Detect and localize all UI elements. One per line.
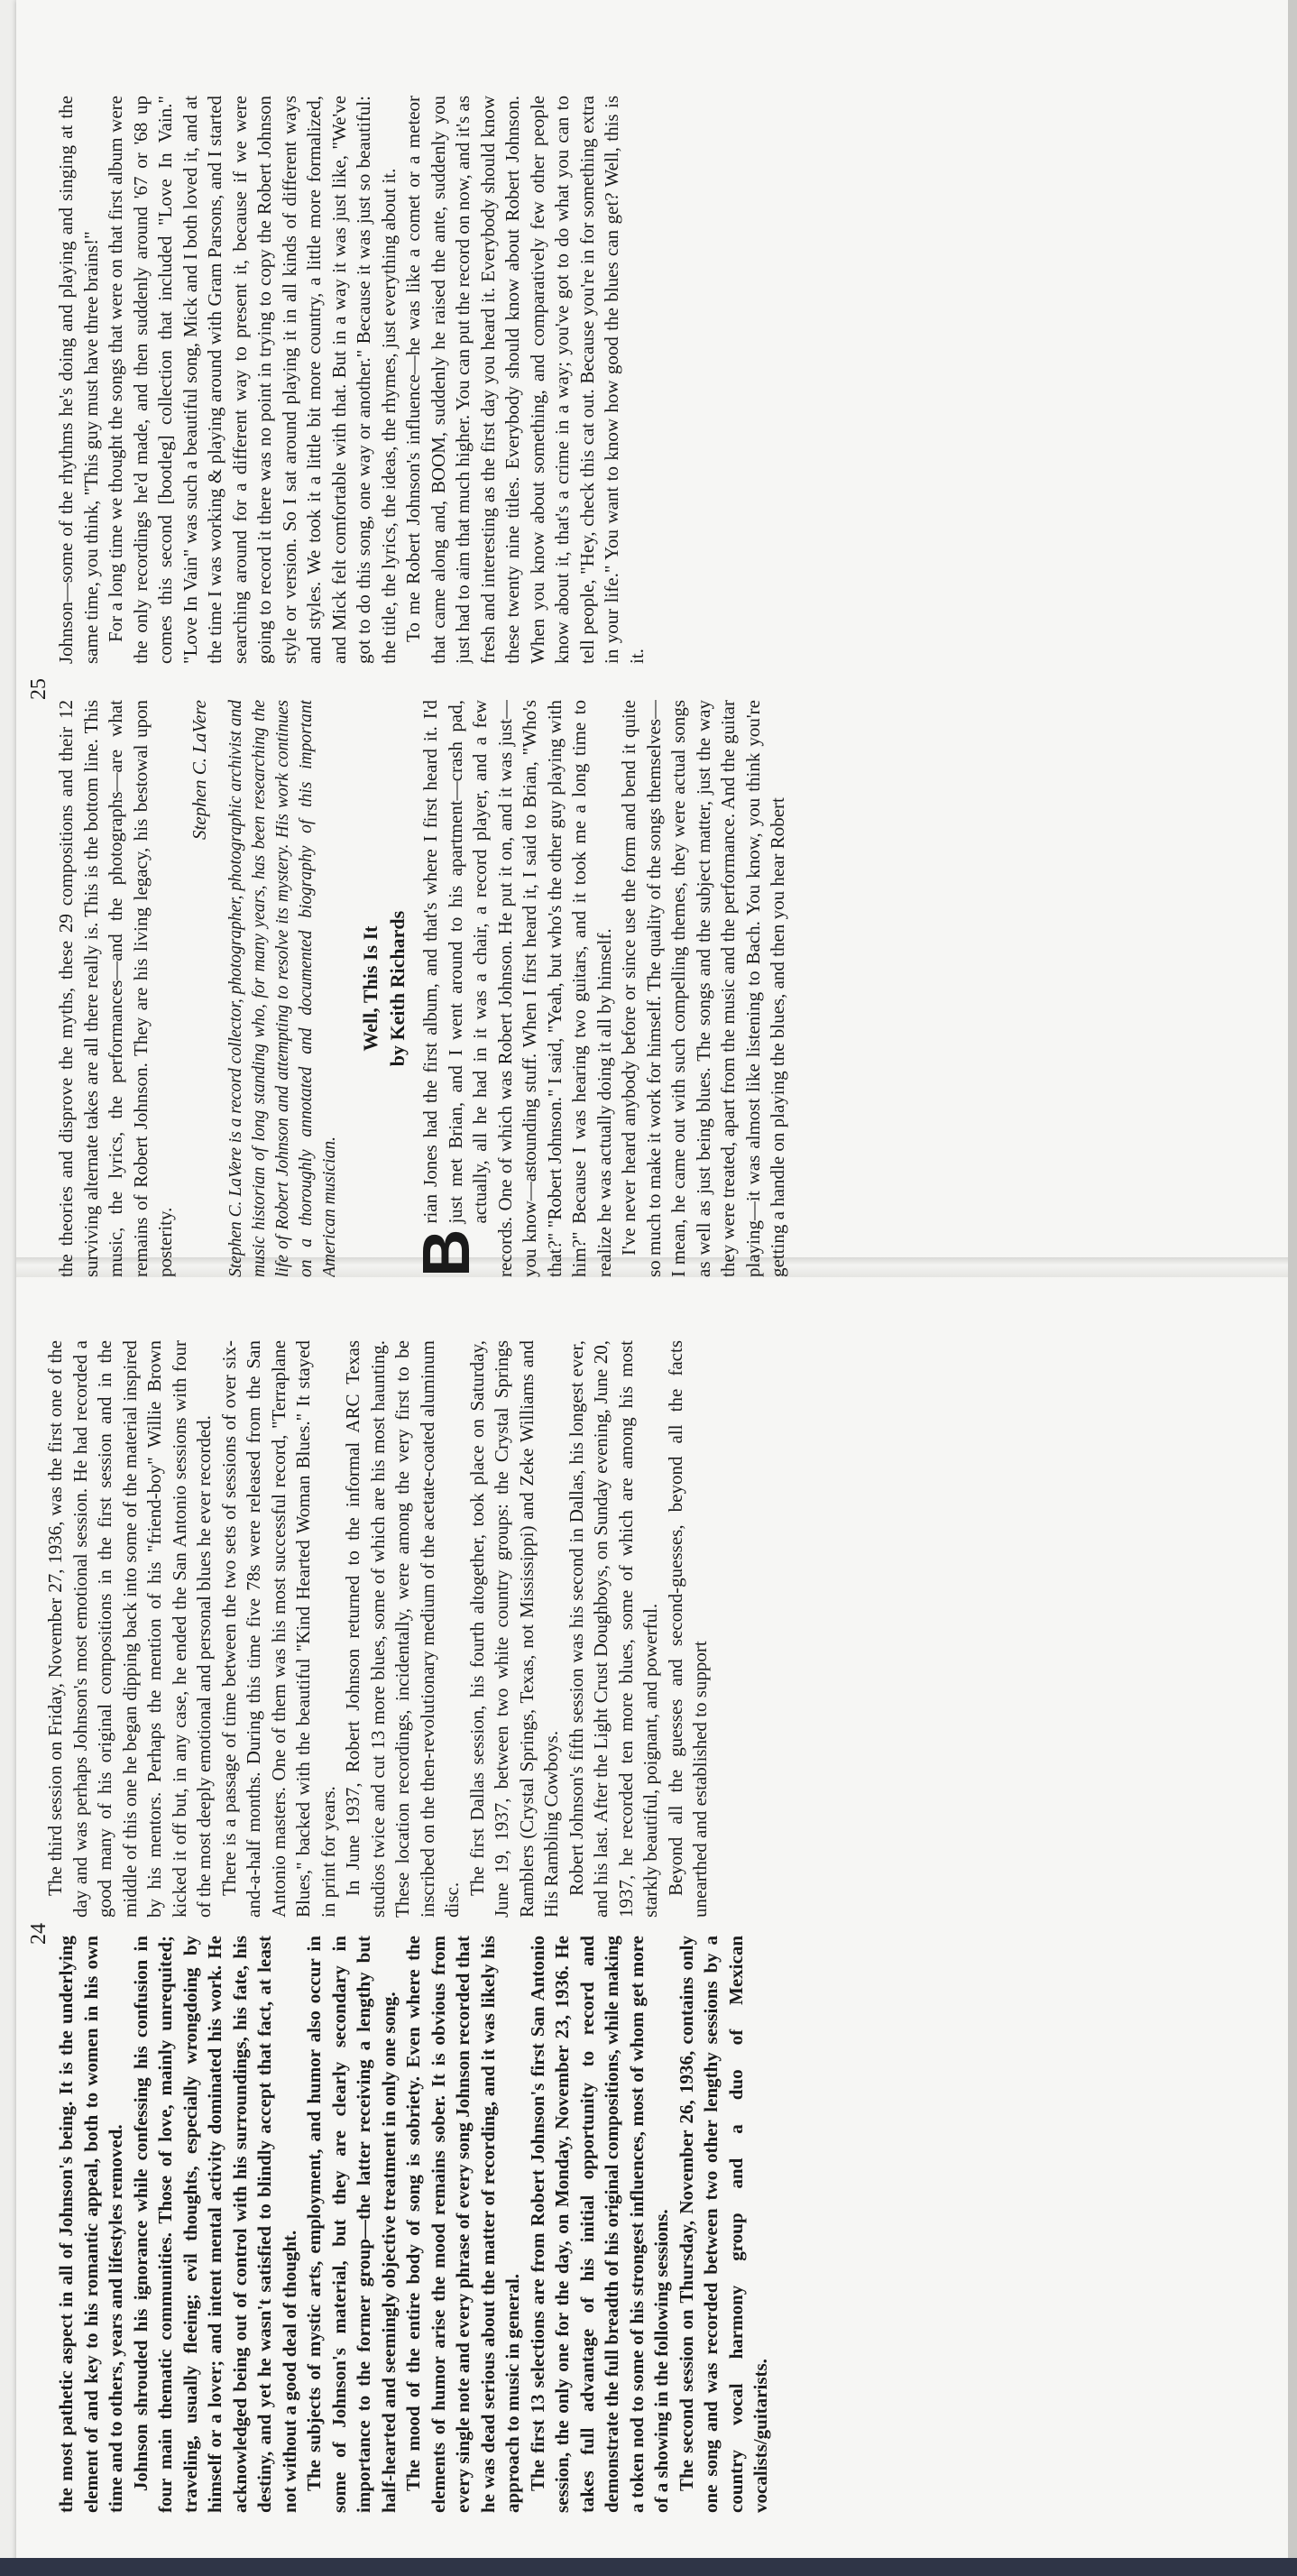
paragraph: For a long time we thought the songs that were on that first album were the only recordings he'd made, and then suddenly around '67 or '68 up comes this second [bootleg] collection that included "Love In Vain." "Love In Vain" was such a beautiful song, Mick and I both loved it, and at the time I was working & playing around with Gram Parsons, and I started searching around for a different way to present it, because if we were going to record it there was no point in trying to copy the Robert Johnson style or version. So I sat around playing it in all kinds of different ways and styles. We took it a little bit more country, a little more formalized, and Mick felt comfortable with that. But in a way it was just like, "We've got to do this song, one way or another." Because it was just so beautiful: the title, the lyrics, the ideas, the rhymes, just everything about it. bbox=[105, 96, 400, 664]
scan-edge-right bbox=[1288, 0, 1297, 2576]
paragraph: In June 1937, Robert Johnson returned to the informal ARC Texas studios twice and cut 13 more blues, some of which are his most haunting. These location recordings, incidentally, were among the very first to be inscribed on the then-revolutionary medium of the acetate-coated aluminum disc. bbox=[342, 1340, 463, 1918]
paragraph: There is a passage of time between the two sets of sessions of over six-and-a-half months. During this time five 78s were released from the San Antonio masters. One of them was his most successful record, "Terraplane Blues," backed with the beautiful "Kind Hearted Woman Blues." It stayed in print for years. bbox=[217, 1340, 339, 1918]
paragraph: Johnson shrouded his ignorance while confessing his confusion in four main thematic communities. Those of love, mainly unrequited; traveling, usually fleeing; evil thoughts, especially wrongdoing by himself or a lover; and intent mental activity dominated his work. He acknowledged being out of control with his surroundings, his fate, his destiny, and yet he wasn't satisfied to blindly accept that fact, at least not without a good deal of thought. bbox=[129, 1936, 300, 2513]
page-24-column-1 bbox=[54, 1936, 1254, 2513]
paragraph: Robert Johnson's fifth session was his second in Dallas, his longest ever, and his last. After the Light Crust Doughboys, on Sunday evening, June 20, 1937, he recorded ten more blues, some of which are among his most starkly beautiful, poignant, and powerful. bbox=[565, 1340, 661, 1918]
paragraph bbox=[409, 700, 617, 1277]
page-number: 25 bbox=[27, 678, 51, 700]
paragraph: The first 13 selections are from Robert Johnson's first San Antonio session, the only one for the day, on Monday, November 23, 1936. He takes full advantage of his initial opportunity to record and demonstrate the full breadth of his original compositions, while making a token nod to some of his strongest influences, most of whom get more of a showing in the following sessions. bbox=[526, 1936, 672, 2513]
paragraph: I've never heard anybody before or since use the form and bend it quite so much to make it work for himself. The quality of the songs themselves—I mean, he came out with such compelling themes, they were actual songs as well as just being blues. The songs and the subject matter, just the way they were treated, apart from the music and the performance. And the guitar playing—it was almost like listening to Bach. You know, you think you're getting a handle on playing the blues, and then you hear Robert bbox=[618, 700, 788, 1277]
paragraph-text: rian Jones had the first album, and that's where I first heard it. I'd just met Brian, and I went around to his apartment—crash pad, actually, all he had in it was a chair, a record player, and a few records. One of which was Robert Johnson. He put it on, and it was just—you know—astounding stuff. When I first heard it, I said to Brian, "Who's that?" "Robert Johnson." I said, "Yeah, but who's the other guy playing with him?" Because I was hearing two guitars, and it took me a long time to realize he was actually doing it all by himself. bbox=[419, 700, 615, 1277]
paragraph: The second session on Thursday, November 26, 1936, contains only one song and was recorded between two other lengthy sessions by a country vocal harmony group and a duo of Mexican vocalists/guitarists. bbox=[675, 1936, 771, 2513]
paragraph: The third session on Friday, November 27, 1936, was the first one of the day and was perhaps Johnson's most emotional session. He had recorded a good many of his original compositions in the first session and in the middle of this one he began dipping back into some of the material inspired by his mentors. Perhaps the mention of his "friend-boy" Willie Brown kicked it off but, in any case, he ended the San Antonio sessions with four of the most deeply emotional and personal blues he ever recorded. bbox=[44, 1340, 215, 1918]
paragraph: The first Dallas session, his fourth altogether, took place on Saturday, June 19, 1937, between two white country groups: the Crystal Springs Ramblers (Crystal Springs, Texas, not Mississippi) and Zeke Williams and His Rambling Cowboys. bbox=[465, 1340, 562, 1918]
author-signature: Stephen C. LaVere bbox=[188, 700, 210, 840]
page-25-column-2 bbox=[54, 96, 1254, 664]
paragraph: the most pathetic aspect in all of Johnson's being. It is the underlying element of and key to his romantic appeal, both to women in his own time and to others, years and lifestyles removed. bbox=[55, 1936, 126, 2513]
page-25 bbox=[0, 32, 1200, 1277]
article-title: Well, This Is It bbox=[359, 925, 382, 1052]
article-author: by Keith Richards bbox=[385, 910, 409, 1067]
paragraph: Johnson—some of the rhythms he's doing and playing and singing at the same time, you think, "This guy must have three brains!" bbox=[55, 96, 102, 664]
paragraph: To me Robert Johnson's influence—he was like a comet or a meteor that came along and, BOOM, suddenly he raised the ante, suddenly you just had to aim that much higher. You can put the record on now, and it's as fresh and interesting as the first day you heard it. Everybody should know these twenty nine titles. Everybody should know about Robert Johnson. When you know about something, and comparatively few other people know about it, that's a crime in a way; you've got to do what you can to tell people, "Hey, check this cat out. Because you're in for something extra in your life." You want to know how good the blues can get? Well, this is it. bbox=[402, 96, 648, 664]
drop-cap: B bbox=[409, 1228, 483, 1277]
page-25-column-1 bbox=[54, 700, 1254, 1277]
paragraph: Beyond all the guesses and second-guesses, beyond all the facts unearthed and established to support bbox=[664, 1340, 711, 1918]
page-24-column-2 bbox=[43, 1340, 1243, 1918]
scan-edge-bottom bbox=[0, 2558, 1297, 2576]
page-24 bbox=[0, 1313, 1200, 2558]
author-bio: Stephen C. LaVere is a record collector, photographer, photographic archivist and music historian of long standing who, for many years, has been researching the life of Robert Johnson and attempting to resolve its mystery. His work continues on a thoroughly annotated and documented biography of this important American musician. bbox=[226, 700, 339, 1277]
paragraph: The subjects of mystic arts, employment, and humor also occur in some of Johnson's material, but they are clearly secondary in importance to the former group—the latter receiving a lengthy but half-hearted and seemingly objective treatment in only one song. bbox=[303, 1936, 400, 2513]
page-number: 24 bbox=[27, 1923, 51, 1945]
paragraph: the theories and disprove the myths, these 29 compositions and their 12 surviving alternate takes are all there really is. This is the bottom line. This music, the lyrics, the performances—and the photographs—are what remains of Robert Johnson. They are his living legacy, his bestowal upon posterity. bbox=[55, 700, 176, 1277]
paragraph: The mood of the entire body of song is sobriety. Even where the elements of humor arise the mood remains sober. It is obvious from every single note and every phrase of every song Johnson recorded that he was dead serious about the matter of recording, and it was likely his approach to music in general. bbox=[402, 1936, 523, 2513]
